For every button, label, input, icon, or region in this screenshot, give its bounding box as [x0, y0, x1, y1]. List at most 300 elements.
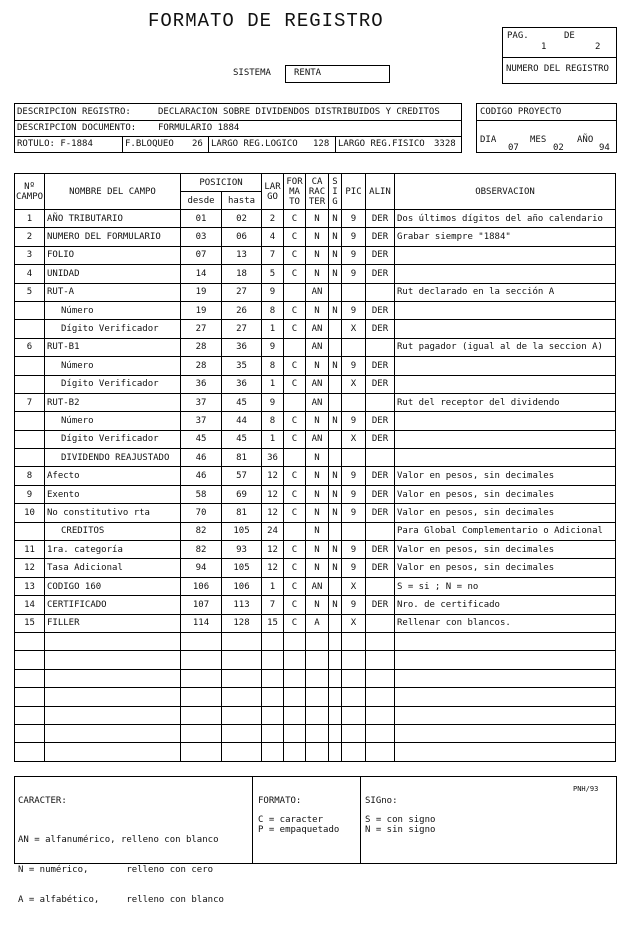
cell-hasta: 36 — [222, 338, 262, 356]
cell-desde: 46 — [181, 467, 222, 485]
cell-signo: N — [329, 559, 342, 577]
desc-documento-label: DESCRIPCION DOCUMENTO: — [17, 123, 137, 133]
cell-hasta: 81 — [222, 449, 262, 467]
cell-campo: 3 — [15, 246, 45, 264]
cell-nombre: 1ra. categoría — [45, 541, 181, 559]
cell-alin: DER — [366, 246, 395, 264]
cell-formato: C — [284, 541, 306, 559]
cell-formato: C — [284, 412, 306, 430]
codigo-proyecto-box — [476, 103, 617, 153]
cell-observacion: Valor en pesos, sin decimales — [395, 559, 616, 577]
cell-empty — [181, 724, 222, 742]
cell-empty — [329, 724, 342, 742]
cell-observacion: Grabar siempre "1884" — [395, 228, 616, 246]
cell-empty — [262, 743, 284, 761]
cell-observacion: Valor en pesos, sin decimales — [395, 485, 616, 503]
cell-signo — [329, 522, 342, 540]
cell-caracter: N — [306, 357, 329, 375]
cell-largo: 12 — [262, 504, 284, 522]
cell-caracter: N — [306, 522, 329, 540]
cell-observacion — [395, 265, 616, 283]
cell-largo: 12 — [262, 541, 284, 559]
table-row — [15, 412, 616, 430]
cell-formato: C — [284, 430, 306, 448]
cell-empty — [45, 743, 181, 761]
table-row-empty — [15, 651, 616, 669]
cell-largo: 9 — [262, 283, 284, 301]
cell-observacion: Rut del receptor del dividendo — [395, 393, 616, 411]
cell-largo: 2 — [262, 210, 284, 228]
cell-campo — [15, 375, 45, 393]
cell-desde: 37 — [181, 412, 222, 430]
cell-caracter: N — [306, 246, 329, 264]
cell-signo — [329, 393, 342, 411]
cell-campo — [15, 357, 45, 375]
cell-pic — [342, 449, 366, 467]
cell-signo: N — [329, 596, 342, 614]
cell-nombre: CODIGO 160 — [45, 577, 181, 595]
cell-alin: DER — [366, 596, 395, 614]
page-number-box — [502, 27, 617, 84]
cell-campo: 9 — [15, 485, 45, 503]
cell-observacion: Valor en pesos, sin decimales — [395, 467, 616, 485]
cell-caracter: AN — [306, 375, 329, 393]
caracter-label: CARACTER: — [18, 796, 67, 806]
cell-campo: 11 — [15, 541, 45, 559]
dia-label: DIA — [480, 135, 497, 145]
cell-observacion: Rellenar con blancos. — [395, 614, 616, 632]
f-bloqueo-label: F.BLOQUEO — [125, 139, 174, 149]
cell-caracter: N — [306, 504, 329, 522]
cell-caracter: N — [306, 210, 329, 228]
cell-pic: 9 — [342, 301, 366, 319]
formato-label: FORMATO: — [258, 796, 302, 806]
cell-formato: C — [284, 210, 306, 228]
table-row — [15, 430, 616, 448]
cell-empty — [284, 724, 306, 742]
cell-hasta: 106 — [222, 577, 262, 595]
cell-nombre: Dígito Verificador — [45, 430, 181, 448]
cell-empty — [395, 632, 616, 650]
cell-pic: X — [342, 430, 366, 448]
largo-fisico-value: 3328 — [434, 139, 456, 149]
cell-empty — [45, 706, 181, 724]
cell-signo: N — [329, 265, 342, 283]
cell-empty — [222, 743, 262, 761]
cell-largo: 8 — [262, 301, 284, 319]
cell-empty — [306, 669, 329, 687]
cell-empty — [181, 743, 222, 761]
cell-formato: C — [284, 265, 306, 283]
sistema-value: RENTA — [294, 68, 322, 78]
cell-empty — [181, 688, 222, 706]
cell-nombre: DIVIDENDO REAJUSTADO — [45, 449, 181, 467]
cell-caracter: AN — [306, 283, 329, 301]
cell-nombre: Dígito Verificador — [45, 320, 181, 338]
formato-line: C = caracter — [258, 815, 324, 825]
cell-alin: DER — [366, 467, 395, 485]
cell-signo: N — [329, 467, 342, 485]
cell-signo — [329, 283, 342, 301]
cell-campo: 14 — [15, 596, 45, 614]
cell-formato — [284, 522, 306, 540]
cell-desde: 107 — [181, 596, 222, 614]
cell-hasta: 105 — [222, 522, 262, 540]
cell-caracter: N — [306, 301, 329, 319]
cell-formato: C — [284, 596, 306, 614]
cell-pic: 9 — [342, 357, 366, 375]
cell-formato: C — [284, 320, 306, 338]
cell-hasta: 27 — [222, 283, 262, 301]
cell-alin: DER — [366, 375, 395, 393]
cell-formato — [284, 283, 306, 301]
table-row — [15, 228, 616, 246]
cell-empty — [45, 688, 181, 706]
cell-empty — [395, 669, 616, 687]
cell-caracter: AN — [306, 338, 329, 356]
rotulo: ROTULO: F-1884 — [17, 139, 93, 149]
cell-desde: 106 — [181, 577, 222, 595]
cell-nombre: Número — [45, 357, 181, 375]
cell-formato: C — [284, 357, 306, 375]
cell-pic: 9 — [342, 485, 366, 503]
cell-hasta: 128 — [222, 614, 262, 632]
cell-alin: DER — [366, 320, 395, 338]
cell-empty — [15, 651, 45, 669]
cell-largo: 4 — [262, 228, 284, 246]
cell-formato: C — [284, 467, 306, 485]
header-desde: desde — [181, 192, 222, 210]
formato-line: P = empaquetado — [258, 825, 340, 835]
cell-signo: N — [329, 228, 342, 246]
table-row — [15, 504, 616, 522]
cell-empty — [366, 743, 395, 761]
cell-observacion — [395, 301, 616, 319]
cell-desde: 94 — [181, 559, 222, 577]
cell-pic: 9 — [342, 541, 366, 559]
cell-observacion: Rut declarado en la sección A — [395, 283, 616, 301]
cell-empty — [342, 743, 366, 761]
cell-alin: DER — [366, 559, 395, 577]
cell-desde: 19 — [181, 301, 222, 319]
cell-formato: C — [284, 614, 306, 632]
header-alin: ALIN — [366, 174, 395, 210]
cell-observacion: Para Global Complementario o Adicional — [395, 522, 616, 540]
cell-nombre: Número — [45, 412, 181, 430]
cell-hasta: 81 — [222, 504, 262, 522]
cell-formato — [284, 338, 306, 356]
table-row — [15, 375, 616, 393]
cell-desde: 28 — [181, 357, 222, 375]
table-row — [15, 596, 616, 614]
header-nombre: NOMBRE DEL CAMPO — [45, 174, 181, 210]
cell-empty — [222, 706, 262, 724]
cell-empty — [366, 669, 395, 687]
cell-campo: 8 — [15, 467, 45, 485]
cell-pic — [342, 393, 366, 411]
cell-signo: N — [329, 485, 342, 503]
caracter-line: N = numérico, relleno con cero — [18, 865, 214, 875]
table-row — [15, 283, 616, 301]
cell-empty — [222, 632, 262, 650]
header-formato: FOR MA TO — [284, 174, 306, 210]
desc-registro-label: DESCRIPCION REGISTRO: — [17, 107, 131, 117]
cell-empty — [366, 632, 395, 650]
table-row-empty — [15, 632, 616, 650]
cell-empty — [262, 688, 284, 706]
cell-empty — [262, 706, 284, 724]
sistema-label: SISTEMA — [233, 68, 271, 78]
form-code: PNH/93 — [573, 785, 599, 793]
cell-largo: 12 — [262, 467, 284, 485]
table-row — [15, 485, 616, 503]
cell-hasta: 113 — [222, 596, 262, 614]
header-caracter: CA RAC TER — [306, 174, 329, 210]
cell-empty — [284, 651, 306, 669]
cell-observacion — [395, 449, 616, 467]
cell-empty — [222, 688, 262, 706]
cell-nombre: RUT-B1 — [45, 338, 181, 356]
cell-largo: 1 — [262, 320, 284, 338]
cell-campo: 15 — [15, 614, 45, 632]
header-campo: Nº CAMPO — [15, 174, 45, 210]
table-row-empty — [15, 743, 616, 761]
cell-hasta: 105 — [222, 559, 262, 577]
cell-signo — [329, 375, 342, 393]
cell-empty — [284, 743, 306, 761]
cell-campo — [15, 412, 45, 430]
cell-alin: DER — [366, 541, 395, 559]
cell-empty — [15, 706, 45, 724]
cell-largo: 1 — [262, 577, 284, 595]
cell-largo: 1 — [262, 375, 284, 393]
cell-empty — [262, 651, 284, 669]
cell-campo — [15, 320, 45, 338]
cell-alin: DER — [366, 228, 395, 246]
cell-alin — [366, 393, 395, 411]
cell-signo: N — [329, 246, 342, 264]
cell-signo: N — [329, 210, 342, 228]
header-observacion: OBSERVACION — [395, 174, 616, 210]
cell-desde: 82 — [181, 541, 222, 559]
cell-empty — [284, 669, 306, 687]
table-row — [15, 301, 616, 319]
largo-logico-label: LARGO REG.LOGICO — [211, 139, 298, 149]
cell-empty — [284, 688, 306, 706]
cell-formato: C — [284, 577, 306, 595]
cell-campo: 5 — [15, 283, 45, 301]
dia-value: 07 — [508, 143, 519, 153]
cell-empty — [15, 632, 45, 650]
cell-nombre: No constitutivo rta — [45, 504, 181, 522]
cell-hasta: 02 — [222, 210, 262, 228]
cell-formato: C — [284, 504, 306, 522]
cell-formato: C — [284, 375, 306, 393]
table-row — [15, 522, 616, 540]
cell-empty — [181, 651, 222, 669]
cell-empty — [306, 743, 329, 761]
cell-empty — [45, 651, 181, 669]
cell-observacion: Rut pagador (igual al de la seccion A) — [395, 338, 616, 356]
cell-observacion — [395, 430, 616, 448]
cell-campo: 12 — [15, 559, 45, 577]
cell-desde: 114 — [181, 614, 222, 632]
cell-observacion — [395, 375, 616, 393]
cell-pic: 9 — [342, 504, 366, 522]
cell-empty — [306, 706, 329, 724]
cell-signo — [329, 449, 342, 467]
cell-nombre: FILLER — [45, 614, 181, 632]
cell-nombre: CREDITOS — [45, 522, 181, 540]
cell-empty — [262, 669, 284, 687]
cell-empty — [15, 669, 45, 687]
cell-formato: C — [284, 246, 306, 264]
cell-caracter: AN — [306, 430, 329, 448]
header-hasta: hasta — [222, 192, 262, 210]
cell-empty — [329, 651, 342, 669]
table-row-empty — [15, 688, 616, 706]
cell-nombre: Número — [45, 301, 181, 319]
table-row — [15, 246, 616, 264]
cell-nombre: RUT-A — [45, 283, 181, 301]
cell-signo — [329, 338, 342, 356]
cell-alin — [366, 614, 395, 632]
codigo-proyecto-label: CODIGO PROYECTO — [480, 107, 562, 117]
cell-empty — [342, 724, 366, 742]
cell-empty — [15, 724, 45, 742]
cell-empty — [342, 632, 366, 650]
cell-caracter: AN — [306, 320, 329, 338]
cell-empty — [395, 688, 616, 706]
cell-formato — [284, 449, 306, 467]
cell-pic: X — [342, 320, 366, 338]
cell-largo: 1 — [262, 430, 284, 448]
cell-empty — [262, 632, 284, 650]
page-title: FORMATO DE REGISTRO — [148, 10, 384, 32]
cell-empty — [329, 688, 342, 706]
cell-hasta: 18 — [222, 265, 262, 283]
largo-fisico-label: LARGO REG.FISICO — [338, 139, 425, 149]
cell-empty — [306, 651, 329, 669]
table-row-empty — [15, 724, 616, 742]
caracter-line: AN = alfanumérico, relleno con blanco — [18, 835, 219, 845]
header-signo: S I G — [329, 174, 342, 210]
cell-empty — [329, 743, 342, 761]
cell-pic: 9 — [342, 246, 366, 264]
cell-desde: 45 — [181, 430, 222, 448]
cell-signo: N — [329, 412, 342, 430]
cell-hasta: 13 — [222, 246, 262, 264]
cell-pic: 9 — [342, 210, 366, 228]
cell-hasta: 06 — [222, 228, 262, 246]
cell-signo: N — [329, 301, 342, 319]
cell-desde: 36 — [181, 375, 222, 393]
cell-largo: 8 — [262, 412, 284, 430]
fields-table — [14, 173, 616, 762]
pag-value: 1 — [541, 42, 547, 52]
table-row — [15, 265, 616, 283]
cell-empty — [366, 688, 395, 706]
cell-empty — [45, 669, 181, 687]
table-row — [15, 577, 616, 595]
cell-empty — [306, 688, 329, 706]
cell-signo: N — [329, 541, 342, 559]
cell-observacion — [395, 412, 616, 430]
header-largo: LAR GO — [262, 174, 284, 210]
cell-empty — [395, 724, 616, 742]
cell-largo: 12 — [262, 485, 284, 503]
cell-observacion: Nro. de certificado — [395, 596, 616, 614]
cell-hasta: 93 — [222, 541, 262, 559]
ano-label: AÑO — [577, 135, 594, 145]
cell-pic — [342, 338, 366, 356]
desc-documento-value: FORMULARIO 1884 — [158, 123, 240, 133]
cell-campo — [15, 449, 45, 467]
cell-pic: X — [342, 577, 366, 595]
cell-alin — [366, 522, 395, 540]
cell-desde: 03 — [181, 228, 222, 246]
cell-desde: 37 — [181, 393, 222, 411]
cell-empty — [222, 651, 262, 669]
cell-observacion: S = si ; N = no — [395, 577, 616, 595]
cell-signo — [329, 320, 342, 338]
cell-campo: 2 — [15, 228, 45, 246]
cell-caracter: N — [306, 265, 329, 283]
table-row — [15, 338, 616, 356]
cell-alin: DER — [366, 301, 395, 319]
cell-hasta: 45 — [222, 393, 262, 411]
table-row — [15, 467, 616, 485]
cell-caracter: N — [306, 541, 329, 559]
desc-registro-value: DECLARACION SOBRE DIVIDENDOS DISTRIBUIDOS Y CREDITOS — [158, 107, 440, 117]
cell-desde: 19 — [181, 283, 222, 301]
table-row — [15, 559, 616, 577]
cell-caracter: N — [306, 228, 329, 246]
cell-empty — [222, 724, 262, 742]
cell-empty — [45, 632, 181, 650]
cell-empty — [395, 706, 616, 724]
table-row-empty — [15, 706, 616, 724]
cell-desde: 82 — [181, 522, 222, 540]
cell-empty — [306, 724, 329, 742]
cell-empty — [329, 706, 342, 724]
cell-campo: 13 — [15, 577, 45, 595]
cell-formato: C — [284, 485, 306, 503]
cell-empty — [395, 743, 616, 761]
cell-hasta: 57 — [222, 467, 262, 485]
cell-empty — [306, 632, 329, 650]
cell-empty — [15, 688, 45, 706]
cell-desde: 01 — [181, 210, 222, 228]
cell-pic — [342, 522, 366, 540]
cell-formato: C — [284, 228, 306, 246]
cell-hasta: 36 — [222, 375, 262, 393]
cell-formato — [284, 393, 306, 411]
cell-desde: 27 — [181, 320, 222, 338]
fields-table-body — [15, 210, 616, 762]
cell-hasta: 69 — [222, 485, 262, 503]
cell-signo: N — [329, 504, 342, 522]
cell-alin — [366, 338, 395, 356]
table-row — [15, 210, 616, 228]
cell-formato: C — [284, 559, 306, 577]
table-row-empty — [15, 669, 616, 687]
cell-nombre: UNIDAD — [45, 265, 181, 283]
cell-signo: N — [329, 357, 342, 375]
cell-largo: 9 — [262, 338, 284, 356]
cell-nombre: NUMERO DEL FORMULARIO — [45, 228, 181, 246]
cell-nombre: Afecto — [45, 467, 181, 485]
